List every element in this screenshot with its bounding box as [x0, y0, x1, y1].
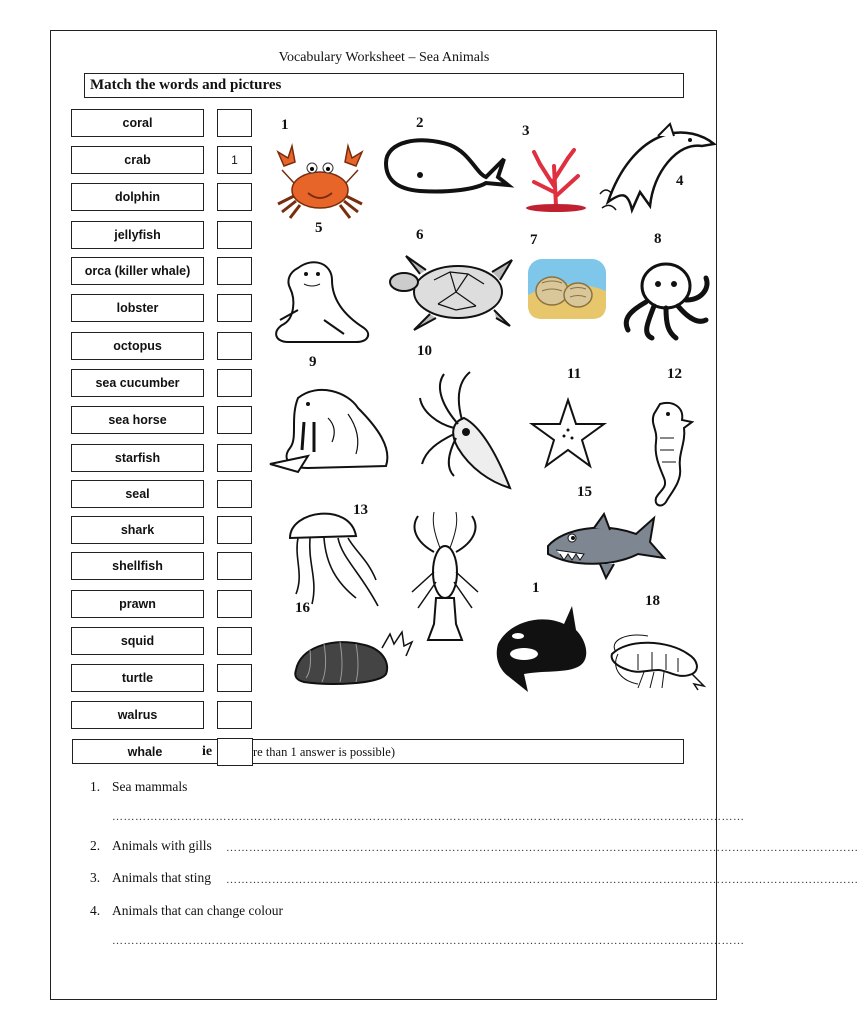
answer-box-starfish[interactable]: [217, 444, 252, 472]
answer-box-dolphin[interactable]: [217, 183, 252, 211]
walrus-icon: [268, 378, 396, 478]
word-dolphin: dolphin: [71, 183, 204, 211]
picture-number: 1: [532, 580, 540, 596]
word-seal: seal: [71, 480, 204, 508]
picture-number: 6: [416, 227, 424, 243]
answer-box-shark[interactable]: [217, 516, 252, 544]
word-sea-cucumber: sea cucumber: [71, 369, 204, 397]
word-walrus: walrus: [71, 701, 204, 729]
seal-icon: [268, 250, 380, 348]
question-4: 4. Animals that can change colour: [90, 903, 283, 918]
answer-box-coral[interactable]: [217, 109, 252, 137]
section-note: re than 1 answer is possible): [253, 745, 395, 759]
answer-box-shellfish[interactable]: [217, 552, 252, 580]
section-heading-match: Match the words and pictures: [84, 73, 684, 98]
word-coral: coral: [71, 109, 204, 137]
answer-line[interactable]: …………………………………………………………………………………………………………………………………………………: [226, 842, 859, 854]
octopus-icon: [618, 258, 714, 344]
answer-box-squid[interactable]: [217, 627, 252, 655]
answer-box-orca[interactable]: [217, 257, 252, 285]
answer-box-jellyfish[interactable]: [217, 221, 252, 249]
word-shark: shark: [71, 516, 204, 544]
shark-icon: [544, 514, 666, 580]
answer-box-whale[interactable]: [217, 738, 253, 766]
section-heading-categories: [72, 739, 684, 764]
picture-number: 13: [353, 502, 368, 518]
lobster-icon: [404, 512, 486, 650]
word-starfish: starfish: [71, 444, 204, 472]
answer-line[interactable]: …………………………………………………………………………………………………………………………………………………: [112, 935, 745, 947]
page-title: Vocabulary Worksheet – Sea Animals: [278, 50, 490, 65]
answer-box-walrus[interactable]: [217, 701, 252, 729]
prawn-icon: [608, 630, 706, 690]
picture-number: 11: [567, 366, 582, 382]
word-prawn: prawn: [71, 590, 204, 618]
picture-number: 15: [577, 484, 592, 500]
picture-number: 8: [654, 231, 662, 247]
picture-number: 1: [281, 117, 289, 133]
picture-number: 4: [676, 173, 684, 189]
answer-box-lobster[interactable]: [217, 294, 252, 322]
section-heading-fragment: ie: [202, 744, 213, 759]
picture-number: 7: [530, 232, 538, 248]
word-squid: squid: [71, 627, 204, 655]
word-lobster: lobster: [71, 294, 204, 322]
orca-icon: [494, 604, 592, 694]
answer-box-crab[interactable]: 1: [217, 146, 252, 174]
question-3: 3. Animals that sting: [90, 870, 211, 885]
question-2: 2. Animals with gills: [90, 838, 212, 853]
word-shellfish: shellfish: [71, 552, 204, 580]
picture-number: 3: [522, 123, 530, 139]
picture-number: 12: [667, 366, 682, 382]
answer-box-sea-cucumber[interactable]: [217, 369, 252, 397]
sea-cucumber-icon: [290, 626, 412, 690]
turtle-icon: [386, 252, 520, 334]
answer-box-octopus[interactable]: [217, 332, 252, 360]
jellyfish-icon: [280, 498, 384, 610]
answer-line[interactable]: …………………………………………………………………………………………………………………………………………………: [112, 811, 745, 823]
answer-box-turtle[interactable]: [217, 664, 252, 692]
word-turtle: turtle: [71, 664, 204, 692]
word-jellyfish: jellyfish: [71, 221, 204, 249]
picture-number: 16: [295, 600, 310, 616]
answer-box-sea-horse[interactable]: [217, 406, 252, 434]
word-whale: whale: [73, 740, 218, 763]
picture-number: 10: [417, 343, 432, 359]
picture-number-fragment: [440, 494, 458, 502]
whale-icon: [380, 133, 512, 195]
answer-line[interactable]: …………………………………………………………………………………………………………………………………………………: [226, 874, 859, 886]
picture-number: 5: [315, 220, 323, 236]
starfish-icon: [528, 396, 608, 472]
picture-number: 18: [645, 593, 660, 609]
dolphin-icon: [598, 122, 718, 214]
word-octopus: octopus: [71, 332, 204, 360]
shellfish-icon: [526, 255, 608, 321]
word-orca: orca (killer whale): [71, 257, 204, 285]
squid-icon: [414, 368, 520, 496]
seahorse-icon: [640, 398, 696, 512]
picture-number: 2: [416, 115, 424, 131]
coral-icon: [520, 146, 592, 214]
question-1: 1. Sea mammals: [90, 779, 188, 794]
word-sea-horse: sea horse: [71, 406, 204, 434]
answer-box-prawn[interactable]: [217, 590, 252, 618]
picture-number: 9: [309, 354, 317, 370]
answer-box-seal[interactable]: [217, 480, 252, 508]
word-crab: crab: [71, 146, 204, 174]
crab-icon: [270, 138, 370, 222]
